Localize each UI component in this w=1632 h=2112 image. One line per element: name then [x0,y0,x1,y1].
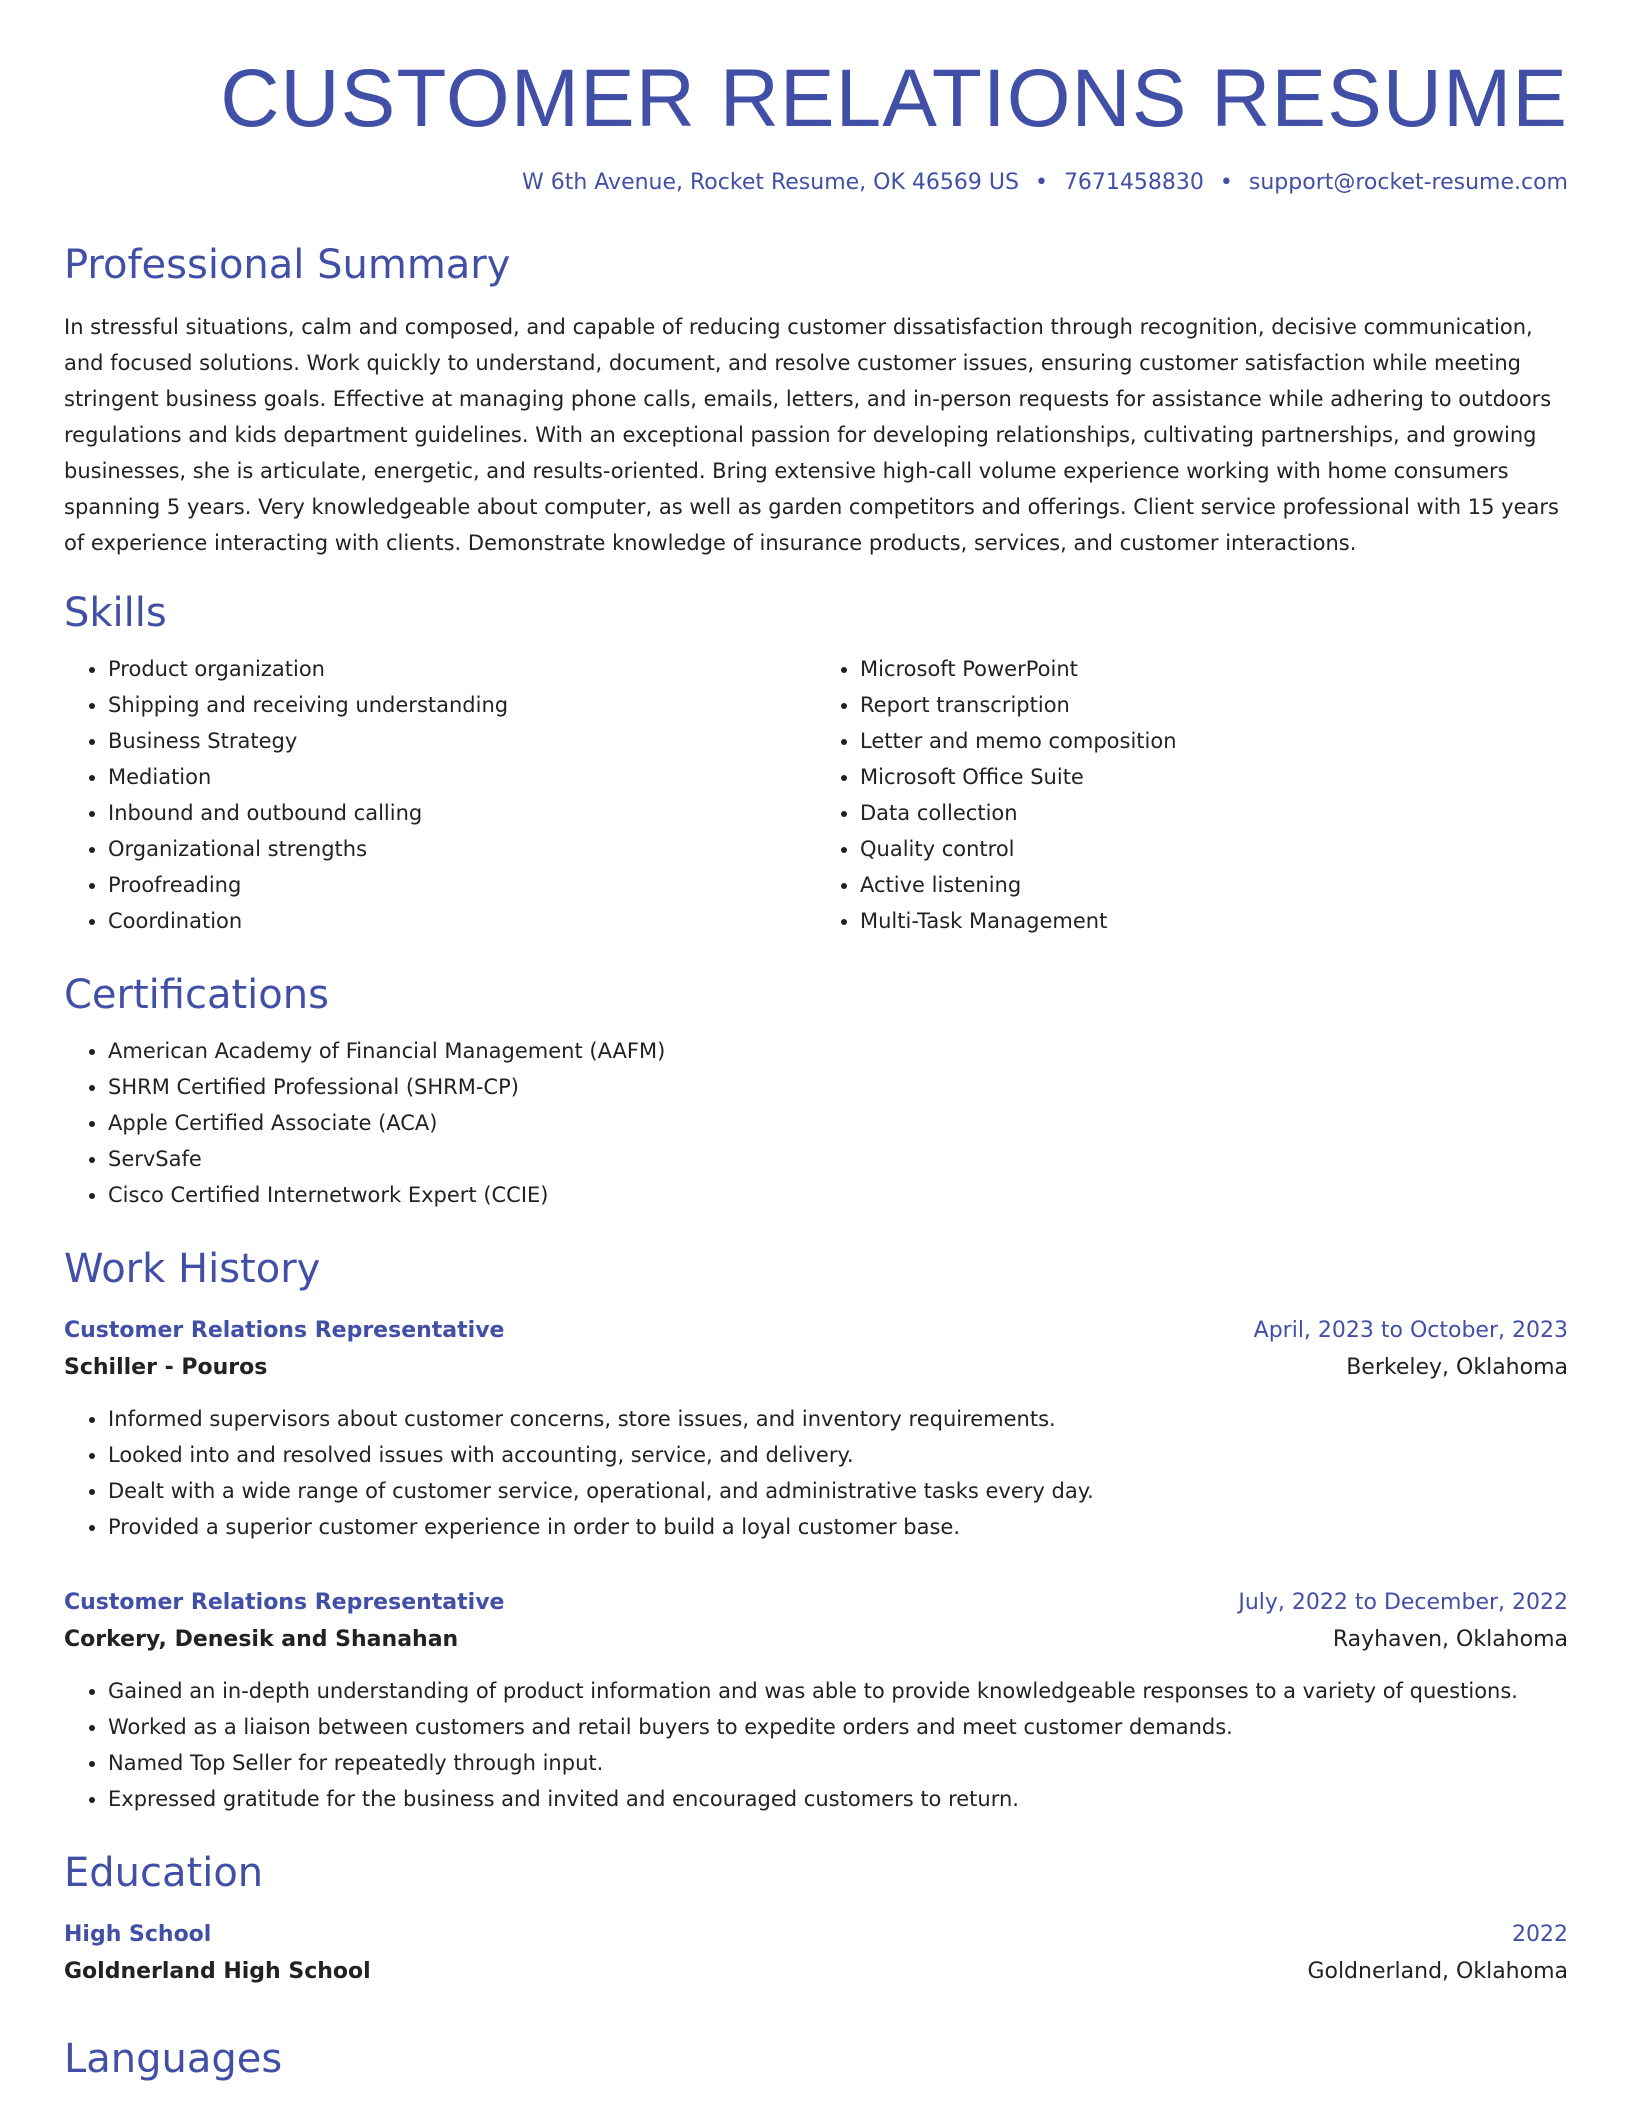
list-item: • Active listening [860,867,1568,903]
school-location: Goldnerland, Oklahoma [1307,1958,1568,1984]
list-item: • Data collection [860,795,1568,831]
graduation-year: 2022 [1512,1921,1568,1947]
list-item: • Named Top Seller for repeatedly through input. [108,1745,1568,1781]
contact-separator: • [1219,170,1233,196]
list-item: • Letter and memo composition [860,723,1568,759]
list-item: • Looked into and resolved issues with accounting, service, and delivery. [108,1437,1568,1473]
skills-list-left [64,651,816,939]
list-item: • Apple Certified Associate (ACA) [108,1105,1568,1141]
contact-line [64,170,1568,196]
job-subheader [64,1349,1568,1387]
list-item: • Coordination [108,903,816,939]
section-title-languages: Languages [64,2035,283,2082]
education-entry [64,1917,1568,1991]
email-link[interactable]: support@rocket-resume.com [1248,170,1568,196]
list-item: • Mediation [108,759,816,795]
list-item: • American Academy of Financial Management (AAFM) [108,1033,1568,1069]
job-location: Berkeley, Oklahoma [1346,1354,1568,1380]
contact-separator: • [1034,170,1048,196]
list-item: • Inbound and outbound calling [108,795,816,831]
list-item: • Report transcription [860,687,1568,723]
skills-grid [64,651,1568,939]
employer: Corkery, Denesik and Shanahan [64,1626,459,1652]
list-item: • Business Strategy [108,723,816,759]
job-dates: April, 2023 to October, 2023 [1253,1317,1568,1343]
section-title-education: Education [64,1849,264,1896]
list-item: • Gained an in-depth understanding of product information and was able to provide knowledgeable responses to a variety of questions. [108,1673,1568,1709]
job-title: Customer Relations Representative [64,1317,505,1343]
job-entry [64,1585,1568,1817]
list-item: • Quality control [860,831,1568,867]
list-item: • Shipping and receiving understanding [108,687,816,723]
section-title-summary: Professional Summary [64,241,511,288]
list-item: • Organizational strengths [108,831,816,867]
address: W 6th Avenue, Rocket Resume, OK 46569 US [521,170,1019,196]
list-item: • Expressed gratitude for the business and invited and encouraged customers to return. [108,1781,1568,1817]
list-item: • Cisco Certified Internetwork Expert (CCIE) [108,1177,1568,1213]
list-item: • SHRM Certified Professional (SHRM-CP) [108,1069,1568,1105]
job-header [64,1313,1568,1349]
job-title: Customer Relations Representative [64,1589,505,1615]
list-item: • Dealt with a wide range of customer service, operational, and administrative tasks every day. [108,1473,1568,1509]
list-item: • Microsoft PowerPoint [860,651,1568,687]
school-name: Goldnerland High School [64,1958,371,1984]
list-item: • Product organization [108,651,816,687]
job-duties-list [64,1401,1568,1545]
phone: 7671458830 [1063,170,1204,196]
education-subheader [64,1953,1568,1991]
job-location: Rayhaven, Oklahoma [1332,1626,1568,1652]
section-title-work-history: Work History [64,1245,321,1292]
skills-list-right [816,651,1568,939]
job-dates: July, 2022 to December, 2022 [1238,1589,1568,1615]
list-item: • Informed supervisors about customer concerns, store issues, and inventory requirements. [108,1401,1568,1437]
employer: Schiller - Pouros [64,1354,268,1380]
section-title-skills: Skills [64,589,167,636]
list-item: • Provided a superior customer experience in order to build a loyal customer base. [108,1509,1568,1545]
list-item: • Microsoft Office Suite [860,759,1568,795]
summary-text: In stressful situations, calm and composed, and capable of reducing customer dissatisfaction through recognition, decisive communication, and focused solutions. Work quickly to understand, document, and resolve customer issues, ensuring customer satisfaction while meeting stringent business goals. Effective at managing phone calls, emails, letters, and in-person requests for assistance while adhering to outdoors regulations and kids department guidelines. With an exceptional passion for developing relationships, cultivating partnerships, and growing businesses, she is articulate, energetic, and results-oriented. Bring extensive high-call volume experience working with home consumers spanning 5 years. Very knowledgeable about computer, as well as garden competitors and offerings. Client service professional with 15 years of experience interacting with clients. Demonstrate knowledge of insurance products, services, and customer interactions. [64,314,1559,555]
education-header [64,1917,1568,1953]
certifications-list [64,1033,1568,1213]
list-item: • Worked as a liaison between customers and retail buyers to expedite orders and meet customer demands. [108,1709,1568,1745]
resume-name: CUSTOMER RELATIONS RESUME [220,53,1568,144]
job-duties-list [64,1673,1568,1817]
job-subheader [64,1621,1568,1659]
section-title-certifications: Certifications [64,971,329,1018]
list-item: • Multi-Task Management [860,903,1568,939]
list-item: • ServSafe [108,1141,1568,1177]
job-entry [64,1313,1568,1545]
list-item: • Proofreading [108,867,816,903]
degree: High School [64,1921,212,1947]
job-header [64,1585,1568,1621]
